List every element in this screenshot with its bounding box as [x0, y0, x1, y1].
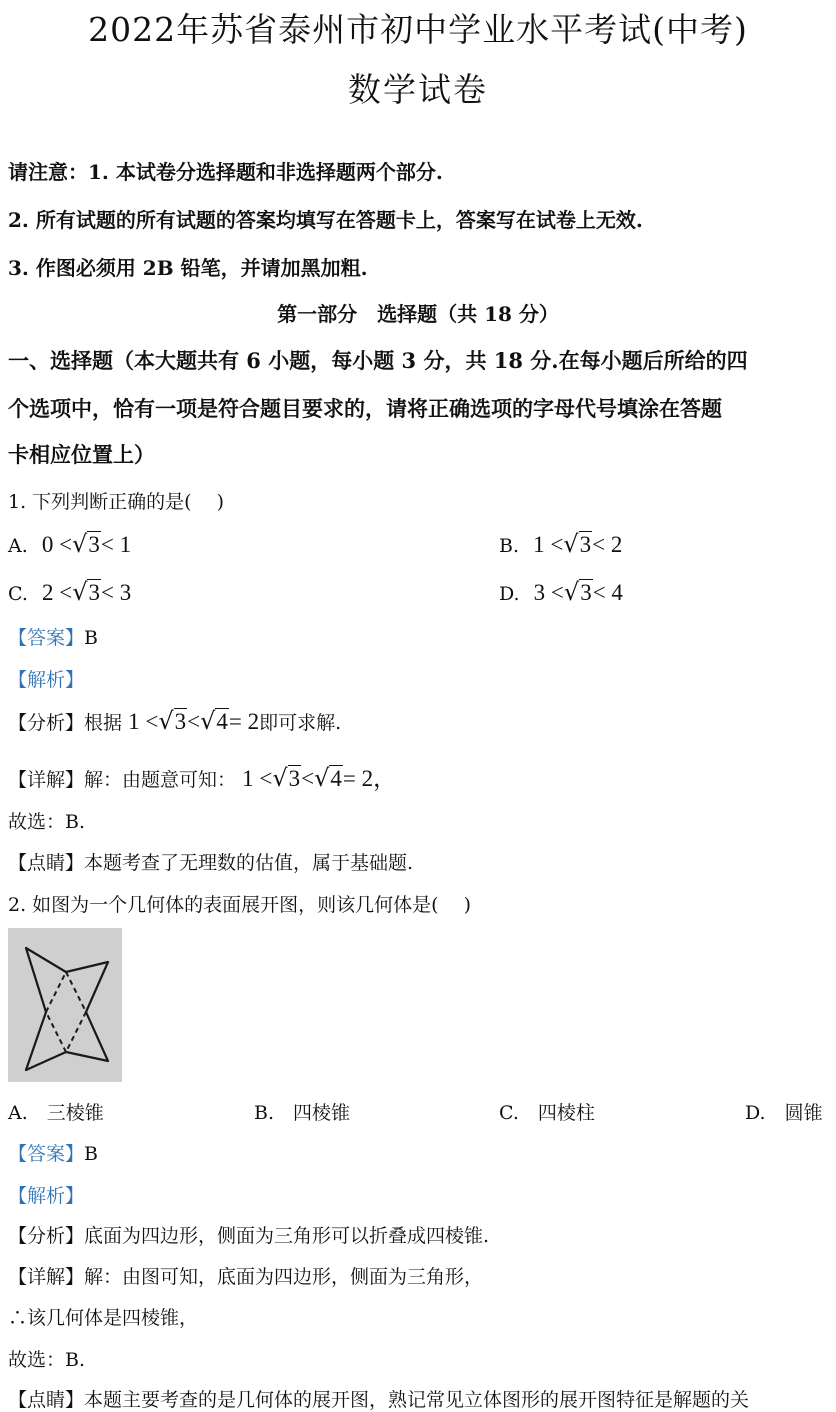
option-label: B.: [499, 535, 520, 557]
q2-option-b: B. 四棱锥: [254, 1102, 351, 1124]
q2-option-d: D. 圆锥: [745, 1102, 823, 1124]
sqrt-symbol: √3: [272, 764, 301, 792]
q2-xiangjie: 【详解】解：由图可知，底面为四边形，侧面为三角形，: [8, 1266, 484, 1288]
exam-subtitle: 数学试卷: [348, 70, 488, 109]
q1-fenxi: 【分析】根据 1 <√3<√4= 2即可求解.: [8, 707, 342, 735]
section-line-2: 个选项中，恰有一项是符合题目要求的，请将正确选项的字母代号填涂在答题: [8, 396, 722, 421]
q1-option-a: A. 0 <√3< 1: [8, 530, 132, 558]
q1-answer: 【答案】B: [8, 627, 98, 649]
sqrt-symbol: √3: [72, 530, 100, 558]
section-line-3: 卡相应位置上）: [8, 442, 155, 467]
q1-option-c: C. 2 <√3< 3: [8, 578, 132, 606]
q2-stem: 2. 如图为一个几何体的表面展开图，则该几何体是( ): [8, 894, 472, 916]
sqrt-symbol: √4: [314, 764, 342, 792]
q1-analysis-tag: 【解析】: [8, 669, 85, 691]
net-figure-image: [8, 928, 122, 1082]
note-2: 2. 所有试题的所有试题的答案均填写在答题卡上，答案写在试卷上无效.: [8, 208, 643, 232]
note-1: 请注意：1. 本试卷分选择题和非选择题两个部分.: [8, 160, 443, 184]
q2-option-c: C. 四棱柱: [499, 1102, 595, 1124]
q2-answer: 【答案】B: [8, 1143, 98, 1165]
q1-option-d: D. 3 <√3< 4: [499, 578, 623, 606]
q1-stem: 1. 下列判断正确的是( ): [8, 491, 225, 513]
q1-choose: 故选：B.: [8, 811, 86, 833]
exam-title: 2022年苏省泰州市初中学业水平考试(中考): [88, 10, 748, 49]
section-line-1: 一、选择题（本大题共有 6 小题，每小题 3 分，共 18 分.在每小题后所给的四: [8, 348, 748, 373]
q2-analysis-tag: 【解析】: [8, 1185, 85, 1207]
q2-dianjing: 【点睛】本题主要考查的是几何体的展开图，熟记常见立体图形的展开图特征是解题的关: [8, 1389, 750, 1411]
q1-xiangjie: 【详解】解：由题意可知： 1 <√3<√4= 2，: [8, 764, 397, 792]
sqrt-symbol: √3: [158, 707, 187, 735]
pyramid-net-drawing: [8, 928, 122, 1082]
q2-option-a: A. 三棱锥: [8, 1102, 104, 1124]
option-label: D.: [499, 583, 520, 605]
q1-dianjing: 【点睛】本题考查了无理数的估值，属于基础题.: [8, 852, 414, 874]
part-title: 第一部分 选择题（共 18 分）: [277, 302, 559, 326]
sqrt-symbol: √3: [72, 578, 100, 606]
option-label: A.: [8, 535, 28, 557]
sqrt-symbol: √3: [563, 578, 592, 606]
sqrt-symbol: √4: [200, 707, 228, 735]
option-label: C.: [8, 583, 28, 605]
note-3: 3. 作图必须用 2B 铅笔，并请加黑加粗.: [8, 256, 368, 280]
q2-therefore: ∴该几何体是四棱锥，: [8, 1307, 199, 1329]
q2-fenxi: 【分析】底面为四边形，侧面为三角形可以折叠成四棱锥.: [8, 1225, 490, 1247]
sqrt-symbol: √3: [563, 530, 592, 558]
q1-option-b: B. 1 <√3< 2: [499, 530, 623, 558]
q2-choose: 故选：B.: [8, 1349, 86, 1371]
